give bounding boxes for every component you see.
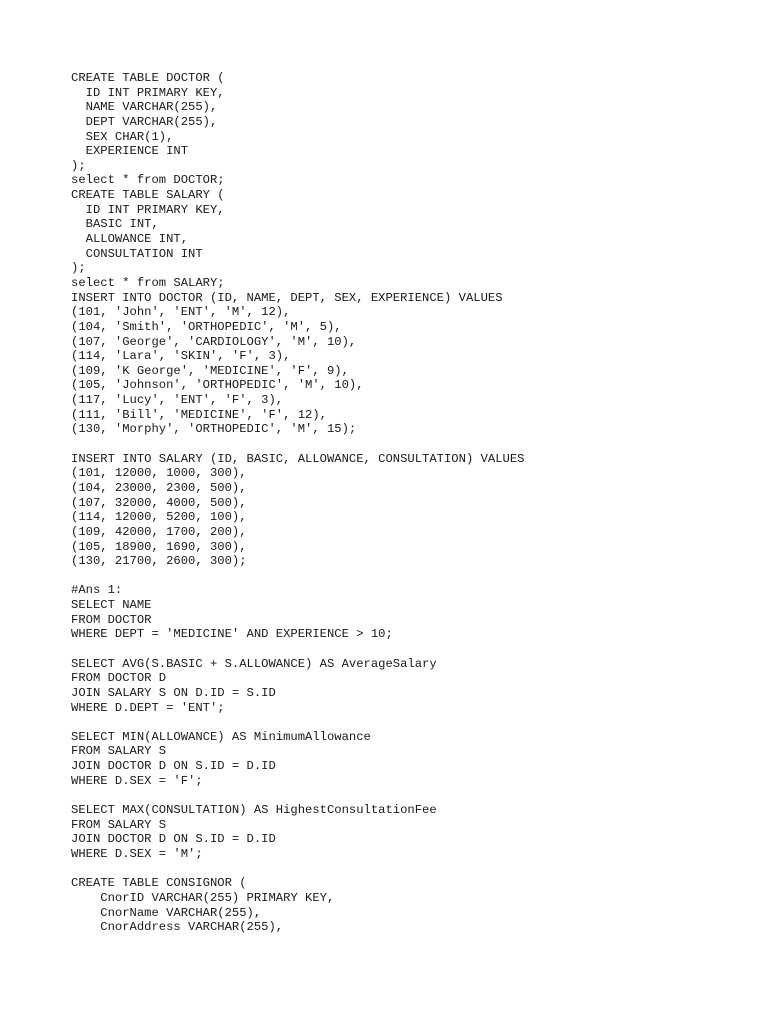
code-line: CnorAddress VARCHAR(255),: [71, 920, 284, 935]
code-line: [71, 569, 524, 584]
code-line: (105, 18900, 1690, 300),: [71, 539, 247, 554]
code-line: WHERE DEPT = 'MEDICINE' AND EXPERIENCE > 10;: [71, 627, 393, 642]
code-line: CREATE TABLE CONSIGNOR (: [71, 876, 247, 891]
code-line: (105, 'Johnson', 'ORTHOPEDIC', 'M', 10),: [71, 378, 364, 393]
code-line: (111, 'Bill', 'MEDICINE', 'F', 12),: [71, 407, 327, 422]
code-line: (101, 'John', 'ENT', 'M', 12),: [71, 305, 291, 320]
code-line: EXPERIENCE INT: [71, 144, 189, 159]
code-line: JOIN DOCTOR D ON S.ID = D.ID: [71, 832, 276, 847]
code-line: [71, 642, 524, 657]
code-line: JOIN DOCTOR D ON S.ID = D.ID: [71, 759, 276, 774]
code-line: ID INT PRIMARY KEY,: [71, 202, 225, 217]
code-line: (107, 'George', 'CARDIOLOGY', 'M', 10),: [71, 334, 357, 349]
code-line: WHERE D.SEX = 'F';: [71, 773, 203, 788]
code-line: (130, 21700, 2600, 300);: [71, 554, 247, 569]
code-line: JOIN SALARY S ON D.ID = S.ID: [71, 685, 276, 700]
code-line: SELECT MIN(ALLOWANCE) AS MinimumAllowance: [71, 729, 371, 744]
code-line: );: [71, 261, 86, 276]
code-line: (104, 23000, 2300, 500),: [71, 480, 247, 495]
code-line: CREATE TABLE SALARY (: [71, 188, 225, 203]
code-line: WHERE D.SEX = 'M';: [71, 846, 203, 861]
code-line: );: [71, 158, 86, 173]
code-line: select * from SALARY;: [71, 275, 225, 290]
code-line: (109, 'K George', 'MEDICINE', 'F', 9),: [71, 363, 349, 378]
code-line: CREATE TABLE DOCTOR (: [71, 71, 225, 85]
code-line: [71, 788, 524, 803]
code-line: (104, 'Smith', 'ORTHOPEDIC', 'M', 5),: [71, 319, 342, 334]
code-line: ALLOWANCE INT,: [71, 232, 189, 247]
code-line: INSERT INTO DOCTOR (ID, NAME, DEPT, SEX, EXPERIENCE) VALUES: [71, 290, 503, 305]
code-line: CnorID VARCHAR(255) PRIMARY KEY,: [71, 890, 335, 905]
code-line: DEPT VARCHAR(255),: [71, 114, 218, 129]
code-line: #Ans 1:: [71, 583, 123, 598]
code-line: INSERT INTO SALARY (ID, BASIC, ALLOWANCE, CONSULTATION) VALUES: [71, 451, 525, 466]
code-line: SELECT NAME: [71, 598, 152, 613]
code-line: BASIC INT,: [71, 217, 159, 232]
code-line: (109, 42000, 1700, 200),: [71, 524, 247, 539]
code-line: NAME VARCHAR(255),: [71, 100, 218, 115]
code-line: SELECT MAX(CONSULTATION) AS HighestConsultationFee: [71, 803, 437, 818]
code-line: FROM DOCTOR D: [71, 671, 167, 686]
code-line: [71, 862, 524, 877]
code-line: (130, 'Morphy', 'ORTHOPEDIC', 'M', 15);: [71, 422, 357, 437]
code-line: [71, 715, 524, 730]
code-line: [71, 437, 524, 452]
code-line: select * from DOCTOR;: [71, 173, 225, 188]
code-line: ID INT PRIMARY KEY,: [71, 85, 225, 100]
code-line: (114, 'Lara', 'SKIN', 'F', 3),: [71, 349, 291, 364]
code-line: (107, 32000, 4000, 500),: [71, 495, 247, 510]
code-line: CONSULTATION INT: [71, 246, 203, 261]
code-line: FROM SALARY S: [71, 817, 167, 832]
code-line: SEX CHAR(1),: [71, 129, 174, 144]
code-line: SELECT AVG(S.BASIC + S.ALLOWANCE) AS AverageSalary: [71, 656, 437, 671]
code-line: FROM DOCTOR: [71, 612, 152, 627]
code-line: (101, 12000, 1000, 300),: [71, 466, 247, 481]
code-line: (114, 12000, 5200, 100),: [71, 510, 247, 525]
sql-code-block: [71, 71, 524, 935]
code-line: (117, 'Lucy', 'ENT', 'F', 3),: [71, 393, 284, 408]
code-line: CnorName VARCHAR(255),: [71, 905, 262, 920]
code-line: FROM SALARY S: [71, 744, 167, 759]
code-line: WHERE D.DEPT = 'ENT';: [71, 700, 225, 715]
